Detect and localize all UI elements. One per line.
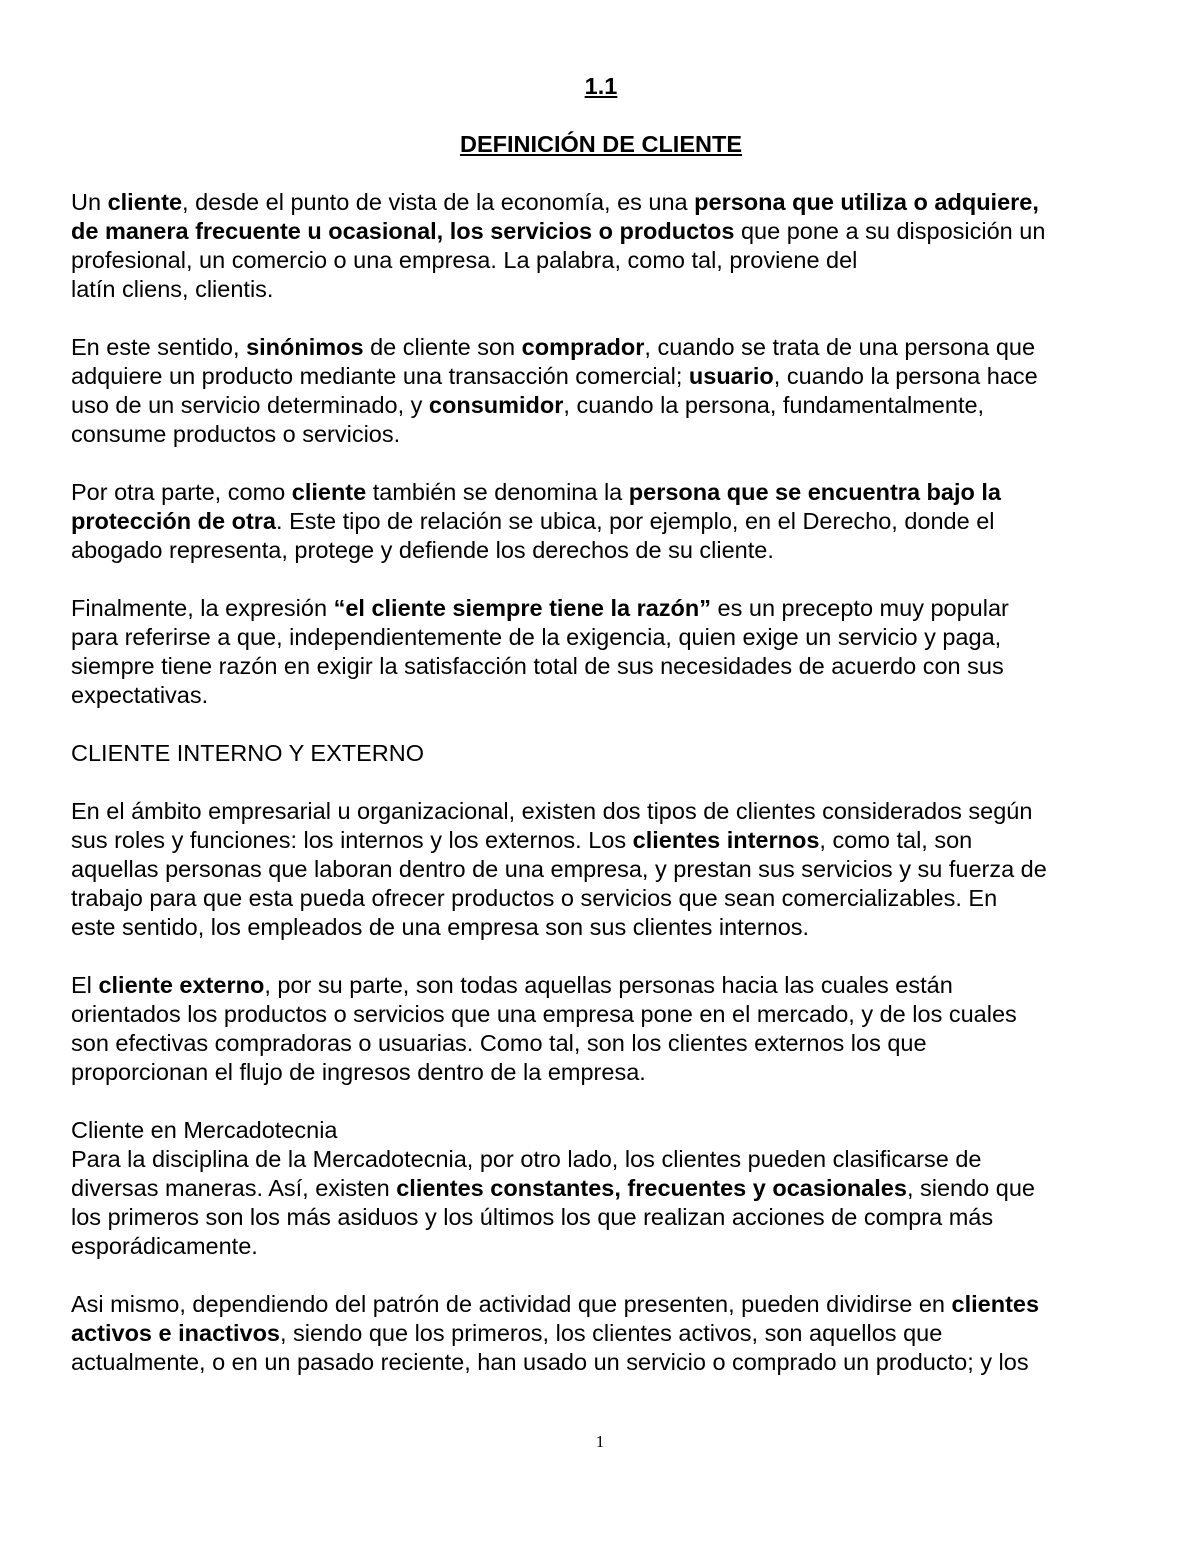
page-number: 1 bbox=[595, 1432, 605, 1451]
text-line: diversas maneras. Así, existen clientes constantes, frecuentes y ocasionales, siendo que bbox=[71, 1175, 1035, 1201]
paragraph-definition bbox=[71, 188, 1131, 304]
text-line: proporcionan el flujo de ingresos dentro de la empresa. bbox=[71, 1059, 646, 1085]
text-line: expectativas. bbox=[71, 682, 209, 708]
text-line: de manera frecuente u ocasional, los servicios o productos que pone a su disposición un bbox=[71, 218, 1046, 244]
heading-marketing: Cliente en Mercadotecnia bbox=[71, 1117, 338, 1143]
paragraph-customer-always-right bbox=[71, 594, 1131, 710]
text-line: activos e inactivos, siendo que los primeros, los clientes activos, son aquellos que bbox=[71, 1320, 943, 1346]
text-line: consume productos o servicios. bbox=[71, 421, 401, 447]
text-line: esporádicamente. bbox=[71, 1233, 258, 1259]
text-line: actualmente, o en un pasado reciente, han usado un servicio o comprado un producto; y los bbox=[71, 1349, 1029, 1375]
paragraph-protection bbox=[71, 478, 1131, 565]
text-line: Asi mismo, dependiendo del patrón de actividad que presenten, pueden dividirse en clientes bbox=[71, 1291, 1040, 1317]
text-line: Un cliente, desde el punto de vista de la economía, es una persona que utiliza o adquiere, bbox=[71, 189, 1039, 215]
paragraph-external-clients bbox=[71, 971, 1131, 1087]
text-line: latín cliens, clientis. bbox=[71, 276, 274, 302]
text-line: Finalmente, la expresión “el cliente siempre tiene la razón” es un precepto muy popular bbox=[71, 595, 1009, 621]
text-line: siempre tiene razón en exigir la satisfacción total de sus necesidades de acuerdo con sus bbox=[71, 653, 1004, 679]
text-line: trabajo para que esta pueda ofrecer productos o servicios que sean comercializables. En bbox=[71, 885, 998, 911]
paragraph-synonyms bbox=[71, 333, 1131, 449]
text-line: orientados los productos o servicios que una empresa pone en el mercado, y de los cuales bbox=[71, 1001, 1017, 1027]
text-line: El cliente externo, por su parte, son todas aquellas personas hacia las cuales están bbox=[71, 972, 953, 998]
text-line: aquellas personas que laboran dentro de una empresa, y prestan sus servicios y su fuerza de bbox=[71, 856, 1047, 882]
text-line: abogado representa, protege y defiende los derechos de su cliente. bbox=[71, 537, 774, 563]
text-line: los primeros son los más asiduos y los últimos los que realizan acciones de compra más bbox=[71, 1204, 994, 1230]
text-line: En el ámbito empresarial u organizacional, existen dos tipos de clientes considerados según bbox=[71, 798, 1033, 824]
document-page bbox=[71, 72, 1131, 1406]
text-line: Para la disciplina de la Mercadotecnia, por otro lado, los clientes pueden clasificarse de bbox=[71, 1146, 982, 1172]
text-line: protección de otra. Este tipo de relación se ubica, por ejemplo, en el Derecho, donde el bbox=[71, 508, 995, 534]
section-number: 1.1 bbox=[584, 73, 618, 99]
heading-internal-external: CLIENTE INTERNO Y EXTERNO bbox=[71, 740, 425, 766]
text-line: son efectivas compradoras o usuarias. Como tal, son los clientes externos los que bbox=[71, 1030, 927, 1056]
paragraph-internal-clients bbox=[71, 797, 1131, 942]
text-line: sus roles y funciones: los internos y los externos. Los clientes internos, como tal, son bbox=[71, 827, 973, 853]
text-line: adquiere un producto mediante una transacción comercial; usuario, cuando la persona hace bbox=[71, 363, 1038, 389]
text-line: En este sentido, sinónimos de cliente son comprador, cuando se trata de una persona que bbox=[71, 334, 1036, 360]
section-title: DEFINICIÓN DE CLIENTE bbox=[459, 131, 742, 157]
text-line: para referirse a que, independientemente de la exigencia, quien exige un servicio y paga, bbox=[71, 624, 1002, 650]
text-line: profesional, un comercio o una empresa. La palabra, como tal, proviene del bbox=[71, 247, 858, 273]
paragraph-marketing bbox=[71, 1145, 1131, 1261]
paragraph-active-inactive bbox=[71, 1290, 1131, 1377]
text-line: este sentido, los empleados de una empresa son sus clientes internos. bbox=[71, 914, 810, 940]
text-line: Por otra parte, como cliente también se denomina la persona que se encuentra bajo la bbox=[71, 479, 1001, 505]
text-line: uso de un servicio determinado, y consumidor, cuando la persona, fundamentalmente, bbox=[71, 392, 985, 418]
